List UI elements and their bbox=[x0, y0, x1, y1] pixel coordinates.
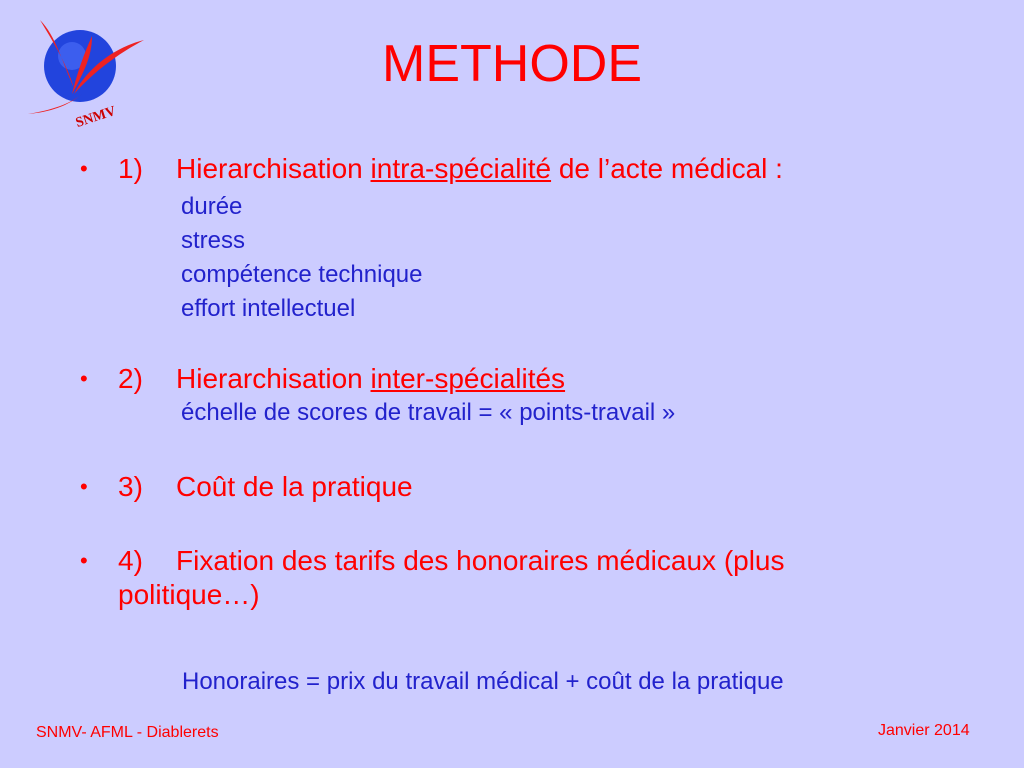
slide-title: METHODE bbox=[382, 35, 642, 93]
footer-source: SNMV- AFML - Diablerets bbox=[36, 724, 219, 741]
item-text: Fixation des tarifs des honoraires médicaux (plus bbox=[176, 545, 785, 576]
item-underlined-text: intra-spécialité bbox=[370, 153, 552, 184]
item-number: 4) bbox=[118, 545, 143, 576]
item-number: 3) bbox=[118, 471, 143, 502]
sub-item-competence: compétence technique bbox=[181, 261, 423, 288]
item-text: Coût de la pratique bbox=[176, 471, 413, 502]
footer-date: Janvier 2014 bbox=[878, 722, 970, 739]
bullet-icon: • bbox=[80, 366, 88, 391]
item-number: 1) bbox=[118, 153, 143, 184]
item-text-before: Hierarchisation bbox=[176, 153, 371, 184]
item-underlined-text: inter-spécialités bbox=[370, 363, 566, 394]
list-item-1 bbox=[80, 152, 1000, 186]
sub-item-echelle: échelle de scores de travail = « points-travail » bbox=[181, 399, 676, 426]
bullet-icon: • bbox=[80, 548, 88, 573]
sublist-2 bbox=[80, 396, 1000, 430]
item-text-before: Hierarchisation bbox=[176, 363, 371, 394]
bullet-icon: • bbox=[80, 156, 88, 181]
sub-item-effort: effort intellectuel bbox=[181, 295, 356, 322]
slide-content bbox=[80, 152, 1000, 612]
sub-item-duree: durée bbox=[181, 193, 243, 220]
list-item-2 bbox=[80, 362, 1000, 396]
sublist-1 bbox=[80, 190, 1000, 326]
logo-text: SNMV bbox=[73, 103, 118, 129]
item-text-after: de l’acte médical : bbox=[551, 153, 783, 184]
honoraires-formula: Honoraires = prix du travail médical + coût de la pratique bbox=[182, 668, 784, 695]
sub-item-stress: stress bbox=[181, 227, 246, 254]
bullet-icon: • bbox=[80, 474, 88, 499]
item-text-line2: politique…) bbox=[118, 579, 260, 610]
list-item-4 bbox=[80, 544, 1000, 612]
list-item-3 bbox=[80, 470, 1000, 504]
item-number: 2) bbox=[118, 363, 143, 394]
